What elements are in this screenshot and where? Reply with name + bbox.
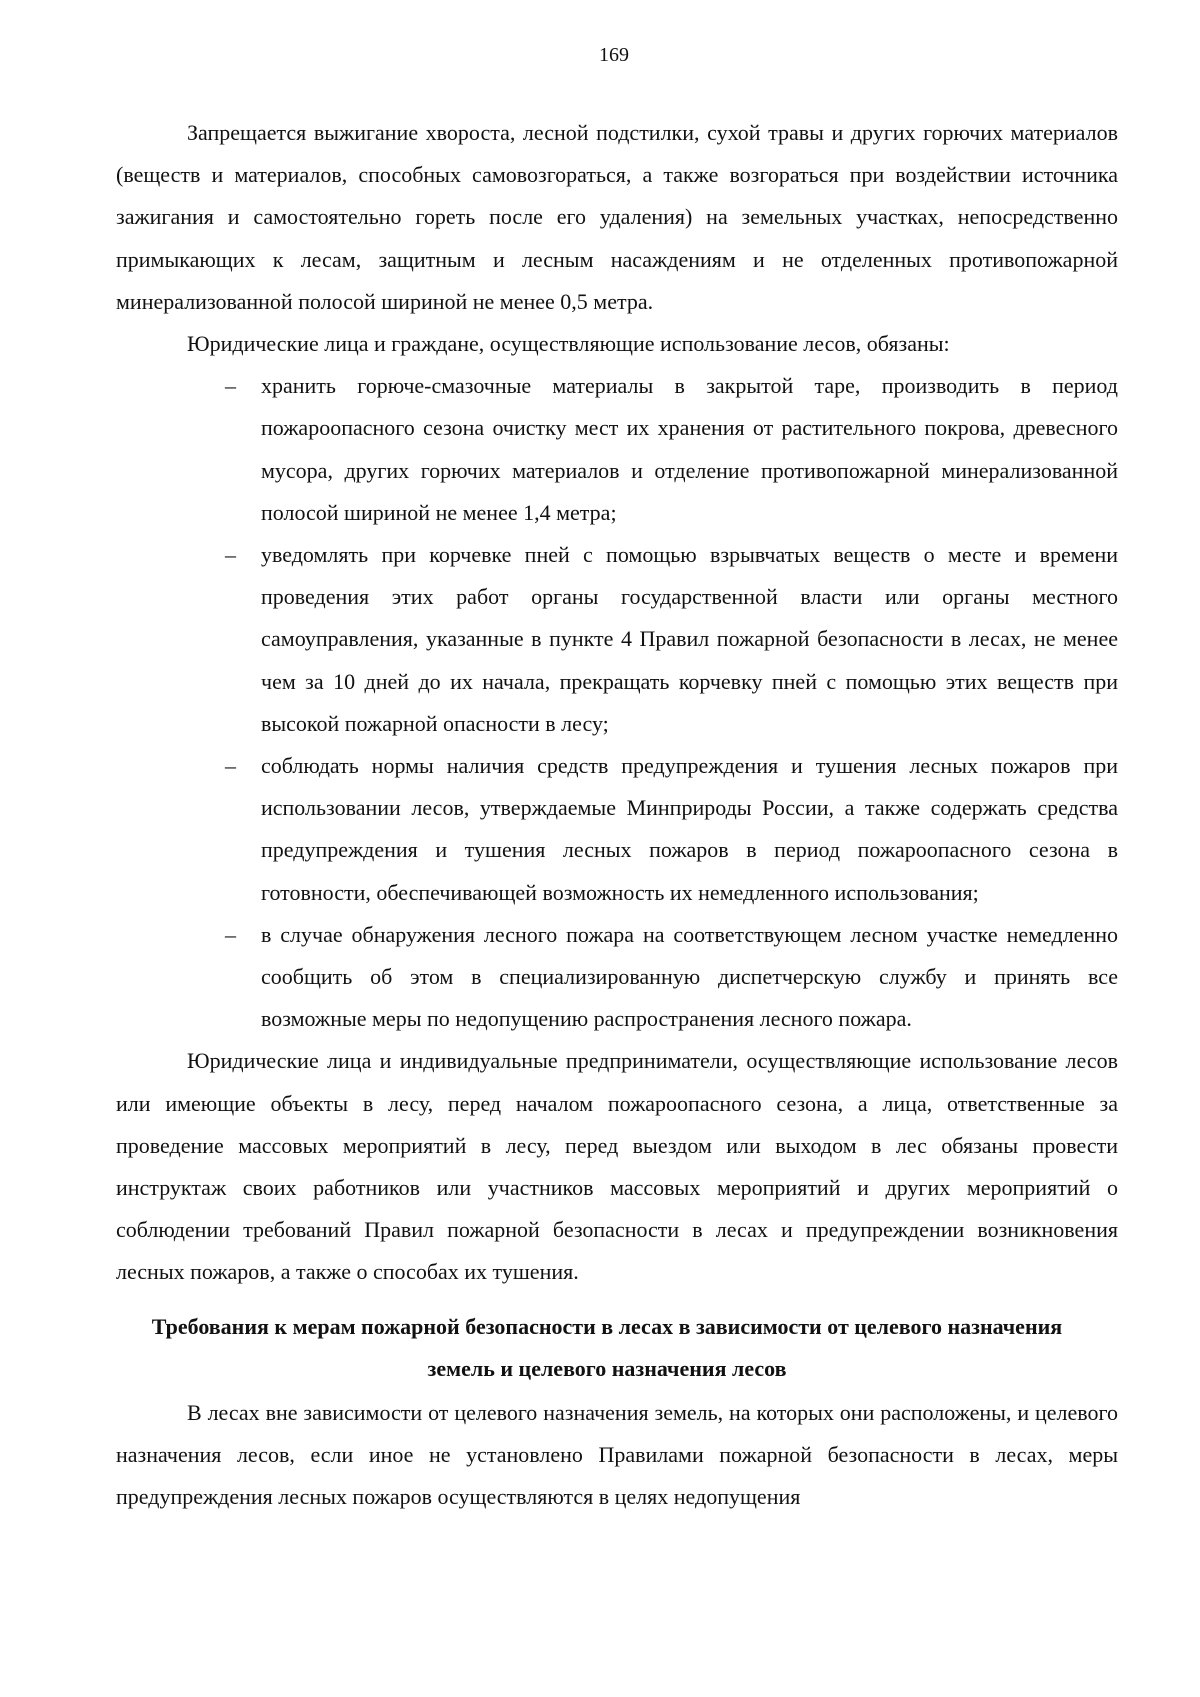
page-number: 169	[599, 44, 629, 66]
list-item-text: в случае обнаружения лесного пожара на соответствующем лесном участке немедленно сообщить об этом в специализированную диспетчерскую службу и принять все возможные меры по недопущению распространения лесного пожара.	[261, 921, 1118, 1032]
list-dash-marker: –	[225, 921, 236, 947]
list-item	[225, 534, 1118, 745]
list-item-text: соблюдать нормы наличия средств предупреждения и тушения лесных пожаров при использовании лесов, утверждаемые Минприроды России, а также содержать средства предупреждения и тушения лесных пожаров в период пожароопасного сезона в готовности, обеспечивающей возможность их немедленного использования;	[261, 753, 1118, 905]
paragraph-obligations-intro: Юридические лица и граждане, осуществляющие использование лесов, обязаны:	[187, 331, 950, 357]
obligations-list	[116, 365, 1118, 1040]
list-item	[225, 914, 1118, 1041]
list-item	[225, 745, 1118, 914]
list-item	[225, 365, 1118, 534]
list-dash-marker: –	[225, 542, 236, 568]
section-heading: Требования к мерам пожарной безопасности в лесах в зависимости от целевого назначения земель и целевого назначения лесов	[151, 1313, 1063, 1381]
paragraph-burning-prohibition: Запрещается выжигание хвороста, лесной подстилки, сухой травы и других горючих материалов (веществ и материалов, способных самовозгораться, а также возгораться при воздействии источника зажигания и самостоятельно гореть после его удаления) на земельных участках, непосредственно примыкающих к лесам, защитным и лесным насаждениям и не отделенных противопожарной минерализованной полосой шириной не менее 0,5 метра.	[116, 120, 1118, 314]
page-content	[116, 112, 1118, 1518]
list-item-text: хранить горюче-смазочные материалы в закрытой таре, производить в период пожароопасного сезона очистку мест их хранения от растительного покрова, древесного мусора, других горючих материалов и отделение противопожарной минерализованной полосой шириной не менее 1,4 метра;	[261, 373, 1118, 525]
list-dash-marker: –	[225, 753, 236, 779]
list-dash-marker: –	[225, 373, 236, 399]
paragraph-instruction-requirement: Юридические лица и индивидуальные предприниматели, осуществляющие использование лесов или имеющие объекты в лесу, перед началом пожароопасного сезона, а лица, ответственные за проведение массовых мероприятий в лесу, перед выездом или выходом в лес обязаны провести инструктаж своих работников или участников массовых мероприятий и других мероприятий о соблюдении требований Правил пожарной безопасности в лесах и предупреждении возникновения лесных пожаров, а также о способах их тушения.	[116, 1048, 1118, 1285]
list-item-text: уведомлять при корчевке пней с помощью взрывчатых веществ о месте и времени проведения этих работ органы государственной власти или органы местного самоуправления, указанные в пункте 4 Правил пожарной безопасности в лесах, не менее чем за 10 дней до их начала, прекращать корчевку пней с помощью этих веществ при высокой пожарной опасности в лесу;	[261, 542, 1118, 736]
paragraph-prevention-measures: В лесах вне зависимости от целевого назначения земель, на которых они расположены, и целевого назначения лесов, если иное не установлено Правилами пожарной безопасности в лесах, меры предупреждения лесных пожаров осуществляются в целях недопущения	[116, 1399, 1118, 1510]
